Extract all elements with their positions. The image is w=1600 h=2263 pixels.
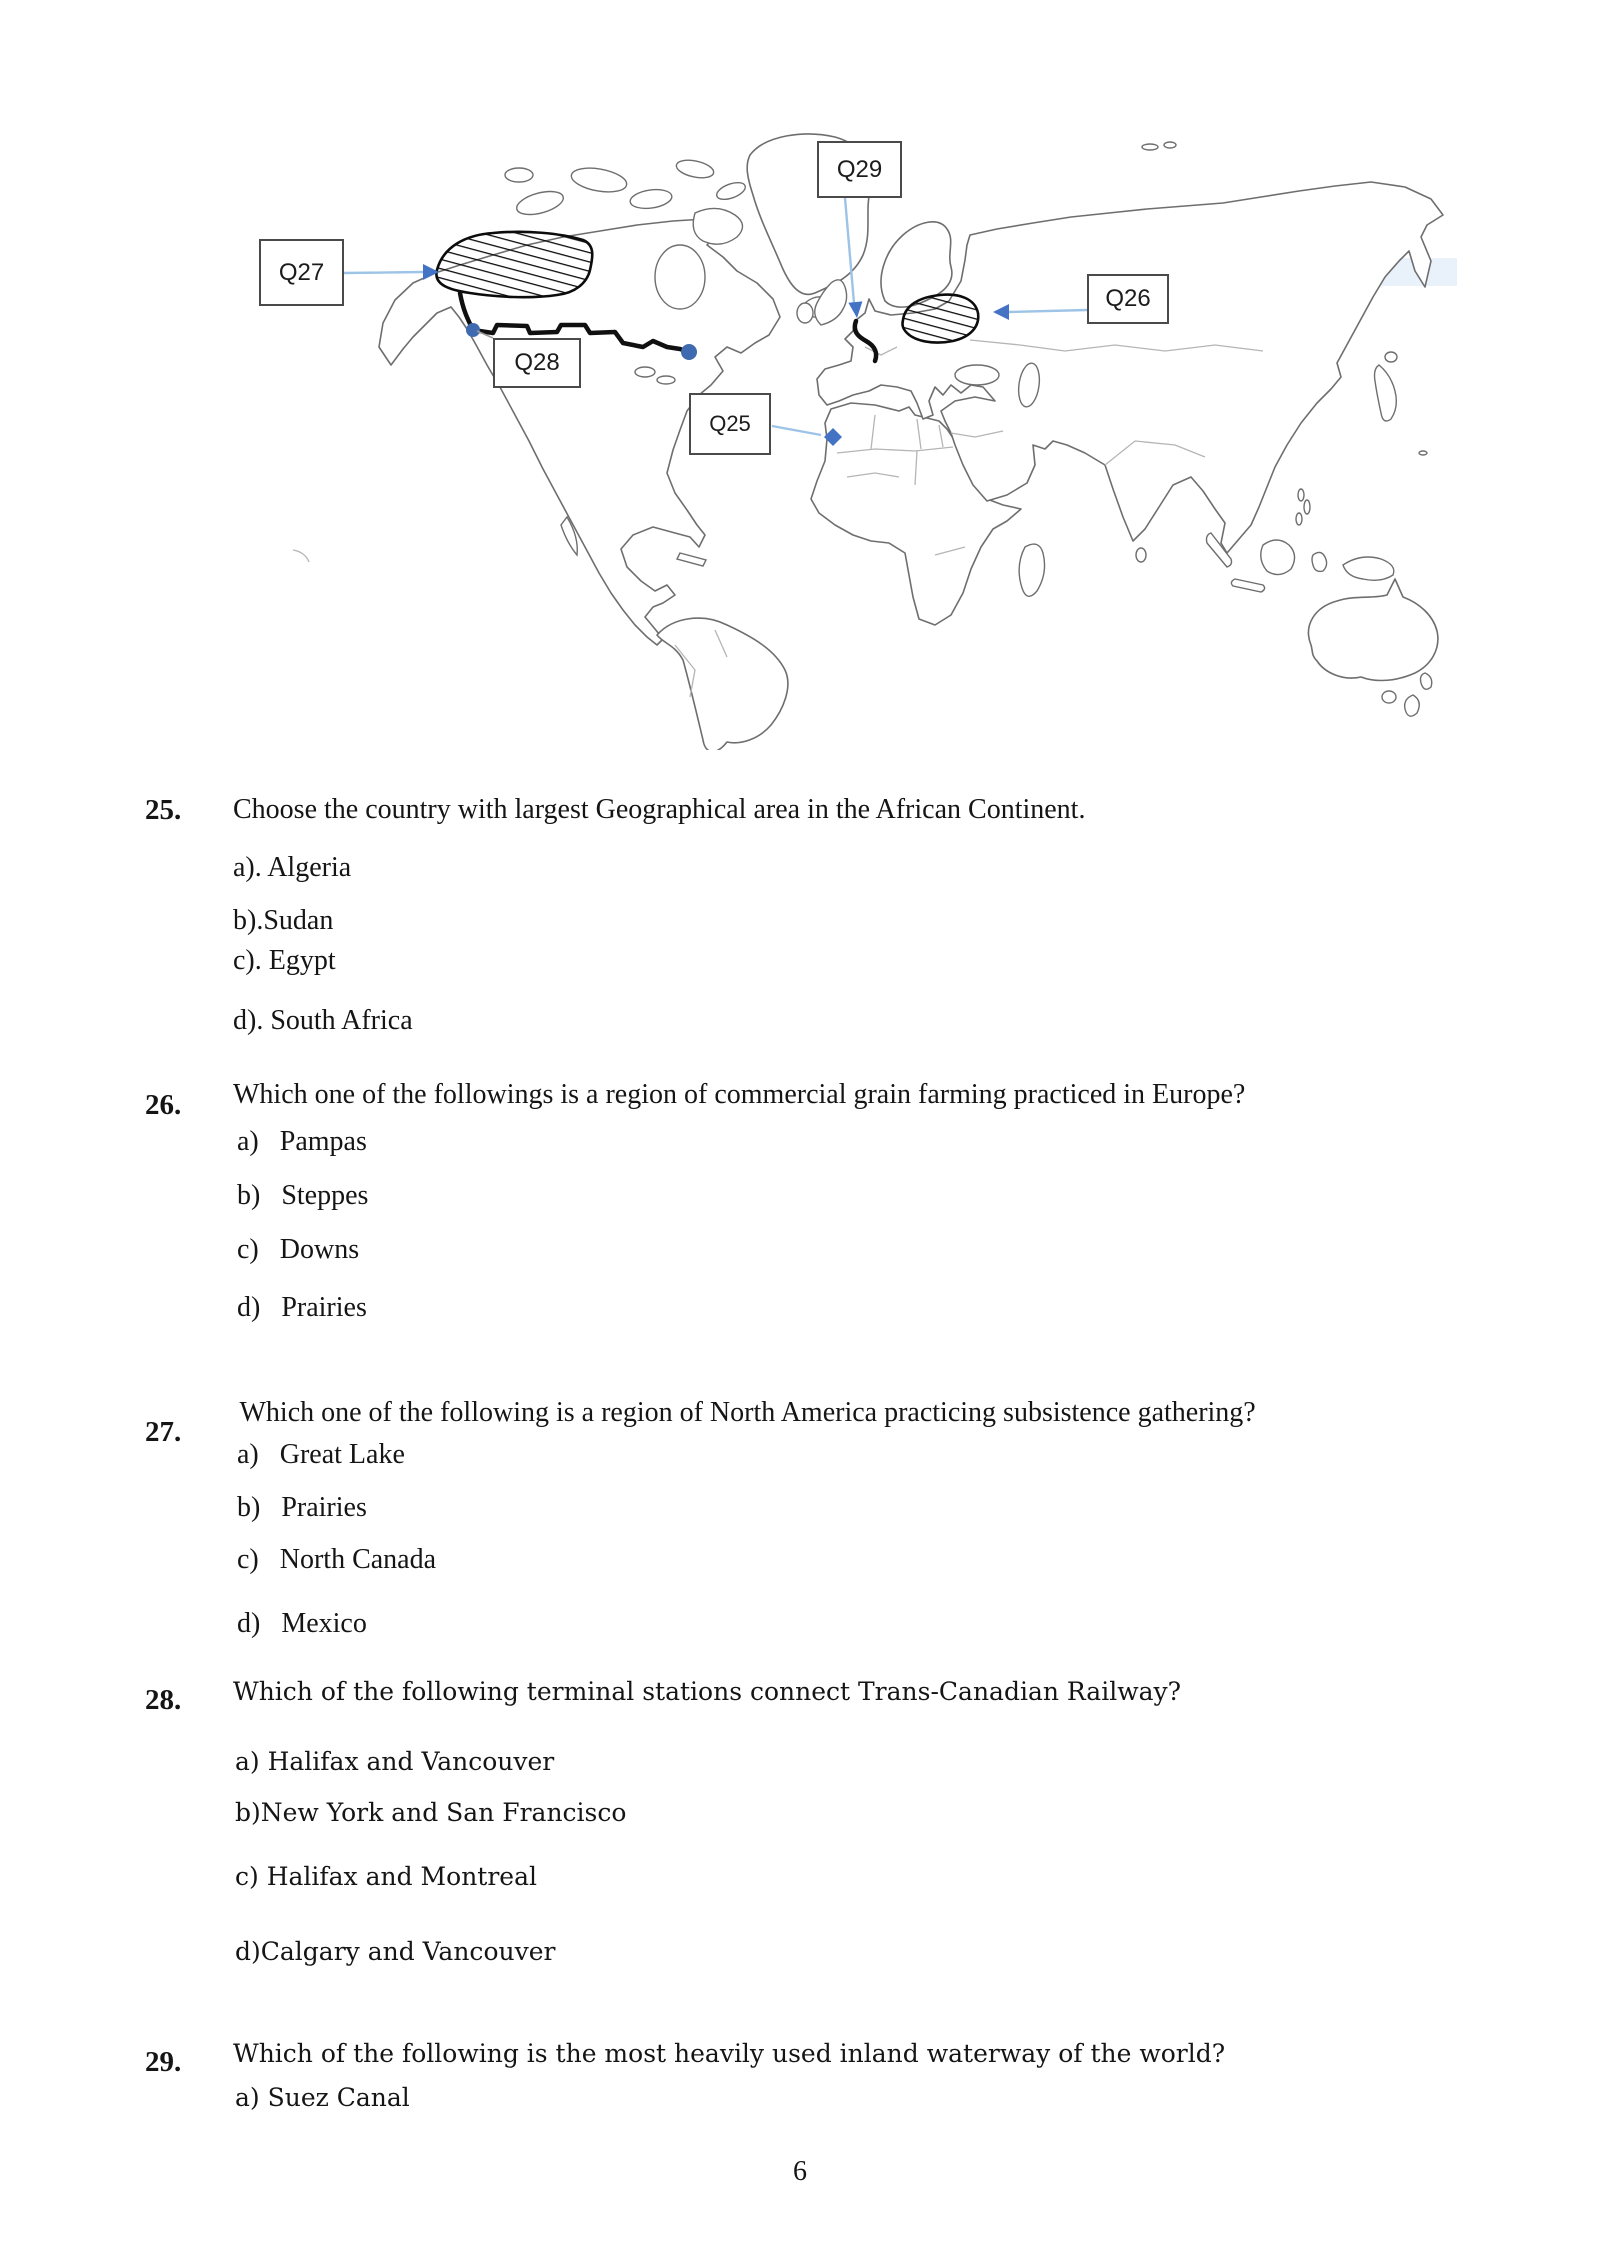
question-25-text: Choose the country with largest Geographical area in the African Continent. xyxy=(233,794,1086,825)
page-number: 6 xyxy=(793,2156,807,2187)
question-25-option-b: b).Sudan xyxy=(233,905,334,936)
railway-terminal-east-dot xyxy=(681,344,697,360)
question-27-option-a: a) Great Lake xyxy=(237,1439,405,1470)
question-28-option-b: b)New York and San Francisco xyxy=(235,1798,627,1827)
question-27-option-c: c) North Canada xyxy=(237,1544,437,1575)
map-label-q27: Q27 xyxy=(259,239,344,306)
stray-mark xyxy=(293,550,309,562)
question-25-option-a: a). Algeria xyxy=(233,852,352,883)
question-25-option-c: c). Egypt xyxy=(233,945,336,976)
map-label-q26: Q26 xyxy=(1087,274,1169,324)
question-28-text: Which of the following terminal stations connect Trans-Canadian Railway? xyxy=(233,1677,1182,1706)
q27-arrow xyxy=(344,264,439,280)
question-26-text: Which one of the followings is a region of commercial grain farming practiced in Europe? xyxy=(233,1079,1246,1110)
world-map-figure xyxy=(175,85,1465,750)
question-28-option-d: d)Calgary and Vancouver xyxy=(235,1937,556,1966)
q26-hatched-region xyxy=(902,295,978,343)
question-27-number: 27. xyxy=(145,1416,182,1448)
question-27-option-b: b) Prairies xyxy=(237,1492,367,1523)
question-26-option-c: c) Downs xyxy=(237,1234,360,1265)
question-28-option-a: a) Halifax and Vancouver xyxy=(235,1747,555,1776)
question-26-option-b: b) Steppes xyxy=(237,1180,369,1211)
question-27-option-d: d) Mexico xyxy=(237,1608,367,1639)
question-27-text: Which one of the following is a region of North America practicing subsistence gathering? xyxy=(233,1397,1256,1428)
q27-hatched-region xyxy=(436,232,592,297)
question-28-option-c: c) Halifax and Montreal xyxy=(235,1862,538,1891)
map-label-q29: Q29 xyxy=(817,141,902,198)
map-label-q25: Q25 xyxy=(689,393,771,455)
question-26-number: 26. xyxy=(145,1089,182,1121)
question-29-number: 29. xyxy=(145,2046,182,2078)
question-25-option-d: d). South Africa xyxy=(233,1005,413,1036)
question-28-number: 28. xyxy=(145,1684,182,1716)
question-29-text: Which of the following is the most heavily used inland waterway of the world? xyxy=(233,2039,1226,2068)
map-label-q28: Q28 xyxy=(493,338,581,388)
question-29-option-a: a) Suez Canal xyxy=(235,2083,410,2112)
continent-outlines xyxy=(293,134,1443,750)
question-25-number: 25. xyxy=(145,794,182,826)
question-26-option-a: a) Pampas xyxy=(237,1126,367,1157)
railway-terminal-west-dot xyxy=(466,323,480,337)
question-26-option-d: d) Prairies xyxy=(237,1292,367,1323)
